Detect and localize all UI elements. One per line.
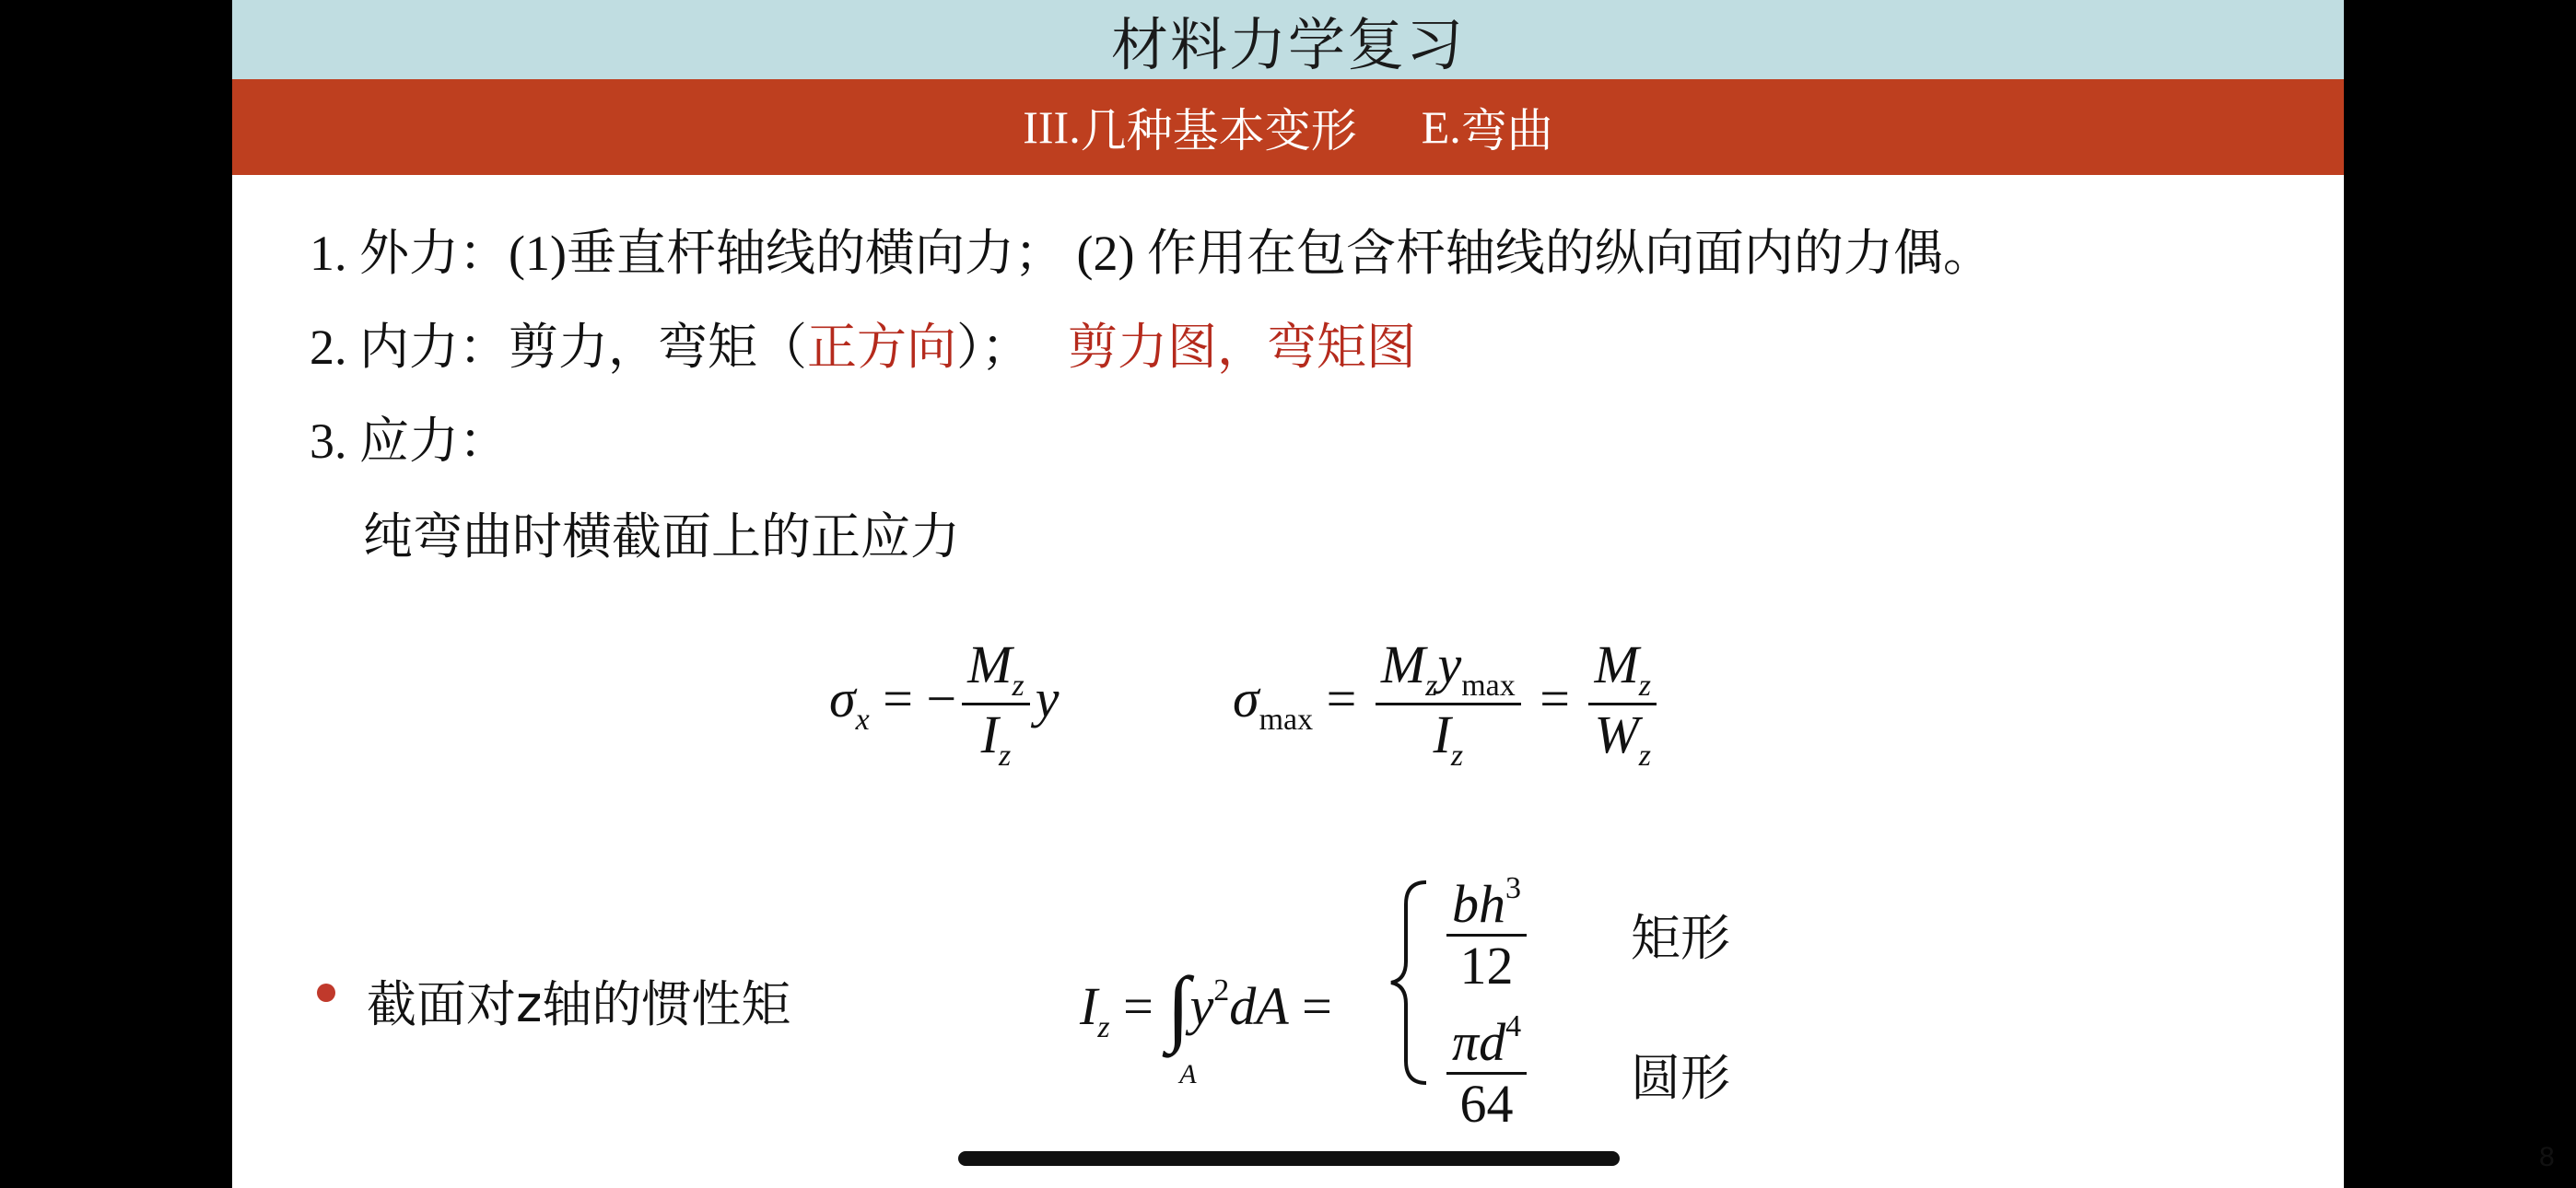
circ-fraction <box>1446 1009 1527 1134</box>
f2-equals-1: = <box>1313 669 1370 729</box>
f1-fraction <box>962 635 1030 774</box>
integral-sign <box>1166 958 1197 1089</box>
inertia-I: I <box>1080 976 1098 1036</box>
point-3-number: 3. <box>310 413 359 469</box>
section-sub-letter: E. <box>1421 101 1461 153</box>
point-2-text-2: ）； <box>956 318 1031 376</box>
inertia-bullet-text <box>367 965 790 1036</box>
f2-I: I <box>1433 705 1451 765</box>
cases-brace <box>1386 877 1441 1089</box>
point-2-highlight-2: 剪力图，弯矩图 <box>1068 318 1416 376</box>
page-number: 8 <box>2539 1142 2555 1172</box>
f2-y-sub: max <box>1461 669 1516 703</box>
rect-h-sup: 3 <box>1505 871 1521 905</box>
f2-fraction-1 <box>1376 635 1521 774</box>
circ-d-sup: 4 <box>1505 1009 1522 1043</box>
f1-y: y <box>1035 669 1060 729</box>
formula-inertia-integral <box>1080 958 1332 1089</box>
inertia-I-sub: z <box>1097 1010 1110 1044</box>
f1-equals-minus: = − <box>869 669 957 729</box>
section-bar <box>232 79 2344 175</box>
f2-sub-max: max <box>1259 703 1314 738</box>
f2-W-sub: z <box>1638 739 1652 774</box>
point-2-text-1: 内力：剪力，弯矩（ <box>359 318 807 376</box>
circ-denominator: 64 <box>1459 1073 1514 1134</box>
point-3-subtitle <box>363 497 960 568</box>
section-main: 几种基本变形 <box>1080 104 1357 157</box>
rect-inertia-fraction <box>1441 871 1532 996</box>
bullet-dot <box>317 984 335 1002</box>
point-2-number: 2. <box>310 320 359 375</box>
point-1b-number: (2) <box>1063 226 1147 281</box>
rect-fraction <box>1446 871 1527 996</box>
circ-inertia-fraction <box>1441 1009 1532 1134</box>
integral-lower-A: A <box>1179 1059 1197 1089</box>
circ-label-text: 圆形 <box>1631 1049 1730 1107</box>
point-3-subtitle-text: 纯弯曲时横截面上的正应力 <box>363 507 960 565</box>
point-1a-number: (1) <box>509 226 567 281</box>
point-1a-text: 垂直杆轴线的横向力； <box>566 224 1064 282</box>
slide <box>232 0 2555 1188</box>
home-indicator[interactable] <box>958 1151 1620 1166</box>
f2-M2-sub: z <box>1638 669 1652 703</box>
f1-M: M <box>967 635 1013 694</box>
inertia-dA: dA <box>1229 976 1289 1036</box>
point-2 <box>310 308 1416 379</box>
inertia-bullet-label: 截面对z轴的惯性矩 <box>367 975 791 1033</box>
f1-sigma: σ <box>829 669 856 729</box>
inertia-equals-2: = <box>1288 976 1332 1036</box>
f2-sigma: σ <box>1233 669 1259 729</box>
f2-M-sub: z <box>1425 669 1438 703</box>
f1-I-sub: z <box>998 739 1012 774</box>
circ-label <box>1631 1039 1730 1110</box>
rect-label-text: 矩形 <box>1631 909 1730 967</box>
section-sub: 弯曲 <box>1460 104 1553 157</box>
formula-max-stress <box>1233 635 1662 774</box>
point-1b-text: 作用在包含杆轴线的纵向面内的力偶。 <box>1146 224 1993 282</box>
rect-denominator: 12 <box>1459 935 1514 996</box>
rect-h: h <box>1479 874 1505 934</box>
circ-d: d <box>1479 1012 1506 1072</box>
inertia-equals-1: = <box>1109 976 1167 1036</box>
point-1-label: 外力： <box>359 224 509 282</box>
f2-equals-2: = <box>1526 669 1584 729</box>
point-1-number: 1. <box>310 226 359 281</box>
point-1 <box>310 214 1993 285</box>
f2-y: y <box>1437 635 1462 694</box>
f2-M: M <box>1380 635 1426 694</box>
f2-fraction-2 <box>1588 635 1657 774</box>
integral-glyph: ∫ <box>1166 960 1190 1054</box>
f1-I: I <box>980 705 999 765</box>
rect-b: b <box>1452 874 1479 934</box>
rect-label <box>1631 899 1730 970</box>
point-3 <box>310 402 509 472</box>
f1-sub-x: x <box>855 703 870 738</box>
formula-normal-stress <box>829 635 1059 774</box>
slide-title: 材料力学复习 <box>1110 10 1465 78</box>
f2-M2: M <box>1594 635 1639 694</box>
inertia-y: y <box>1189 976 1214 1036</box>
point-2-highlight-1: 正方向 <box>807 318 956 376</box>
f2-I-sub: z <box>1450 739 1464 774</box>
section-part: III. <box>1023 101 1081 153</box>
point-3-label: 应力： <box>359 412 509 470</box>
title-bar <box>232 0 2344 79</box>
inertia-y-sup: 2 <box>1213 973 1230 1007</box>
f1-M-sub: z <box>1012 669 1025 703</box>
f2-W: W <box>1594 705 1639 765</box>
circ-pi: π <box>1452 1012 1480 1072</box>
